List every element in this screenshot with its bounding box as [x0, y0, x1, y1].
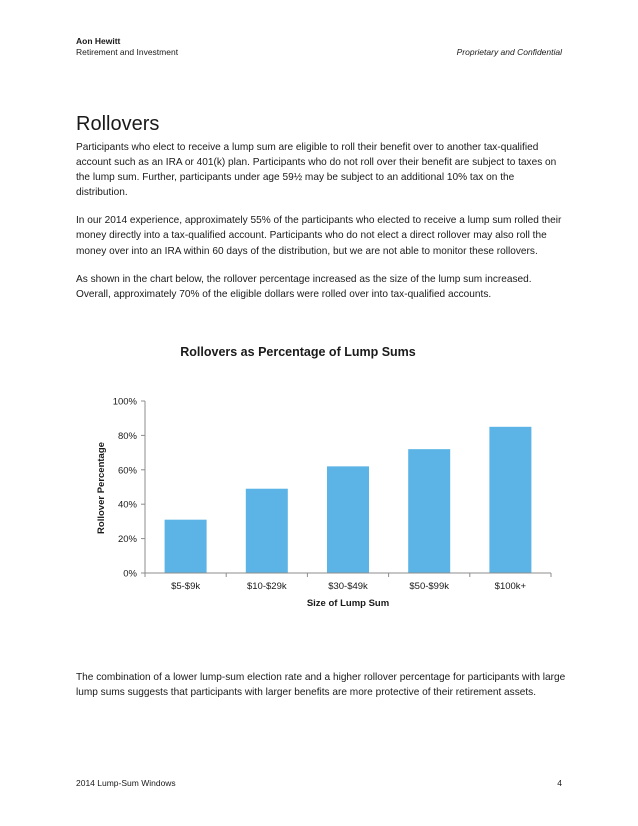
y-tick-label: 100% — [112, 396, 137, 408]
body-text — [76, 140, 566, 315]
x-tick-label: $30-$49k — [328, 581, 368, 592]
header-company: Aon Hewitt — [76, 36, 121, 46]
rollover-bar-chart — [0, 330, 638, 620]
bar-5 — [489, 427, 531, 573]
y-tick-label: 80% — [117, 430, 137, 442]
y-axis-ticks — [113, 397, 145, 580]
y-tick-label: 0% — [123, 568, 137, 580]
x-axis-ticks — [145, 573, 551, 592]
paragraph-experience: In our 2014 experience, approximately 55% of the participants who elected to receive a lump sum rolled their money directly into a tax-qualified account. Participants who do not elect a direct rollover may also roll the money over into an IRA within 60 days of the distribution, but we are not able to monitor these rollovers. — [76, 215, 562, 257]
y-axis-label: Rollover Percentage — [96, 442, 107, 534]
x-tick-label: $10-$29k — [246, 581, 287, 592]
bar-3 — [327, 466, 369, 573]
y-tick-label: 60% — [117, 465, 137, 477]
bars — [165, 427, 532, 573]
bar-4 — [408, 449, 450, 573]
y-tick-label: 20% — [117, 534, 137, 546]
section-title: Rollovers — [76, 113, 160, 135]
x-tick-label: $50-$99k — [409, 581, 450, 592]
paragraph-chart-intro: As shown in the chart below, the rollover percentage increased as the size of the lump sum increased. Overall, approximately 70% of the eligible dollars were rolled over into tax-qualified accounts. — [76, 273, 532, 300]
bar-1 — [165, 520, 207, 573]
chart-title: Rollovers as Percentage of Lump Sums — [180, 345, 416, 359]
header-confidential: Proprietary and Confidential — [456, 47, 562, 57]
paragraph-eligibility: Participants who elect to receive a lump sum are eligible to roll their benefit over to another tax-qualified account such as an IRA or 401(k) plan. Participants who do not roll over their benefit are subject to taxes on the lump sum. Further, participants under age 59½ may be subject to an additional 10% tax on the distribution. — [76, 142, 557, 199]
header-division: Retirement and Investment — [76, 47, 179, 57]
footer-document-name: 2014 Lump-Sum Windows — [76, 778, 176, 788]
x-tick-label: $5-$9k — [171, 581, 201, 592]
bar-2 — [246, 489, 288, 573]
x-axis-label: Size of Lump Sum — [306, 598, 390, 609]
y-tick-label: 40% — [117, 499, 137, 511]
x-tick-label: $100k+ — [494, 581, 527, 592]
footer-page-number: 4 — [557, 778, 562, 788]
paragraph-conclusion: The combination of a lower lump-sum election rate and a higher rollover percentage for participants with large lump sums suggests that participants with larger benefits are more protective of their retirement assets. — [76, 672, 566, 699]
